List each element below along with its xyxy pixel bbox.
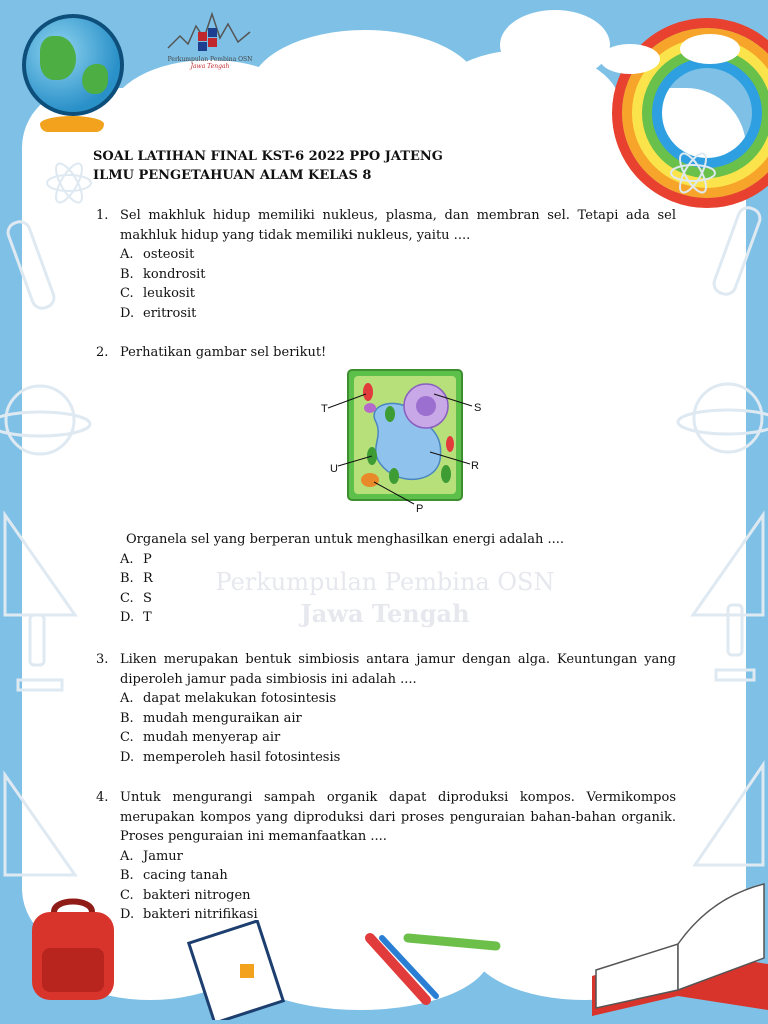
question-2 [96,343,676,363]
microscope-icon [710,600,760,690]
question-number: 4. [96,790,109,805]
option-text: Jamur [143,848,183,864]
option-b[interactable] [120,265,676,285]
backpack-icon [18,898,128,1008]
option-a[interactable] [120,550,676,570]
option-letter: A. [120,247,134,262]
question-number: 1. [96,208,109,223]
option-c[interactable] [120,728,676,748]
option-text: dapat melakukan fotosintesis [143,691,337,706]
logo-caption [160,56,260,70]
document-title: SOAL LATIHAN FINAL KST-6 2022 PPO JATENG [93,149,443,164]
option-text: cacing tanah [143,868,228,883]
globe-icon [22,14,124,116]
option-a[interactable] [120,847,676,867]
question-stem: Untuk mengurangi sampah organik dapat diproduksi kompos. Vermikompos merupakan kompos yang diproduksi dari proses penguraian bahan-bahan organik. Proses penguraian ini memanfaatkan .... [120,790,676,844]
question-stem: Sel makhluk hidup memiliki nukleus, plasma, dan membran sel. Tetapi ada sel makhluk hidup yang tidak memiliki nukleus, yaitu .... [120,208,676,243]
cell-label-u: U [330,463,338,475]
option-b[interactable] [120,709,676,729]
option-letter: B. [120,710,134,726]
cell-label-p: P [416,503,424,514]
cell-label-s: S [474,402,482,414]
option-text: osteosit [143,247,195,262]
option-c[interactable] [120,284,676,304]
option-list [120,550,676,628]
document-subtitle: ILMU PENGETAHUAN ALAM KELAS 8 [93,168,372,183]
atom-icon [44,158,94,208]
option-letter: D. [120,610,135,625]
document-header [93,147,443,185]
option-d[interactable] [120,608,676,628]
option-b[interactable] [120,569,676,589]
question-number: 3. [96,652,109,667]
option-text: T [143,610,152,625]
option-text: mudah menyerap air [143,730,281,745]
globe-stand-icon [40,116,104,132]
question-prompt: Organela sel yang berperan untuk menghasilkan energi adalah .... [126,532,565,547]
pencil-icon [402,926,502,956]
option-text: R [143,571,153,586]
option-letter: A. [120,848,134,864]
option-letter: D. [120,305,135,321]
logo-line2: Jawa Tengah [190,63,230,70]
option-letter: A. [120,551,134,567]
option-letter: D. [120,749,135,765]
option-text: bakteri nitrifikasi [143,907,258,922]
watermark-line2: Jawa Tengah [300,599,470,628]
question-stem: Liken merupakan bentuk simbiosis antara jamur dengan alga. Keuntungan yang diperoleh jamur pada simbiosis ini adalah .... [120,652,676,687]
option-d[interactable] [120,748,676,768]
option-text: mudah menguraikan air [143,710,302,726]
option-a[interactable] [120,245,676,265]
question-number: 2. [96,345,109,360]
cloud-decoration [680,34,740,64]
option-d[interactable] [120,304,676,324]
cloud-decoration [600,44,660,74]
option-a[interactable] [120,689,676,709]
option-letter: C. [120,730,134,745]
option-text: memperoleh hasil fotosintesis [143,749,341,765]
cell-label-r: R [471,460,479,472]
option-text: P [143,551,152,567]
option-list [120,689,676,767]
option-letter: B. [120,266,134,282]
watermark-line1: Perkumpulan Pembina OSN [215,568,555,596]
atom-icon [668,148,718,198]
option-letter: D. [120,907,135,922]
ruler-triangle-icon [0,770,80,880]
option-letter: A. [120,691,134,706]
ruler-triangle-icon [690,760,768,870]
planet-icon [676,370,768,466]
question-1 [96,206,676,323]
option-text: bakteri nitrogen [143,887,251,903]
test-tube-icon [706,196,768,306]
option-letter: C. [120,286,134,301]
option-letter: C. [120,887,134,903]
option-list [120,245,676,323]
question-3 [96,650,676,767]
option-letter: B. [120,571,134,586]
question-stem: Perhatikan gambar sel berikut! [120,345,327,360]
planet-icon [0,372,96,468]
open-book-icon [582,880,768,1020]
option-letter: B. [120,868,134,883]
document-sheets-icon [186,920,296,1020]
microscope-icon [10,610,70,700]
option-letter: C. [120,590,134,606]
test-tube-icon [0,210,70,320]
ruler-triangle-icon [0,510,80,620]
question-2-prompt [96,530,676,628]
option-text: kondrosit [143,266,206,282]
plant-cell-diagram [318,364,488,514]
cloud-decoration [500,10,610,80]
cell-label-t: T [321,403,328,415]
option-text: eritrosit [143,305,197,321]
option-c[interactable] [120,589,676,609]
option-text: leukosit [143,286,195,301]
option-text: S [143,590,152,606]
logo-line1: Perkumpulan Pembina OSN [167,56,253,63]
